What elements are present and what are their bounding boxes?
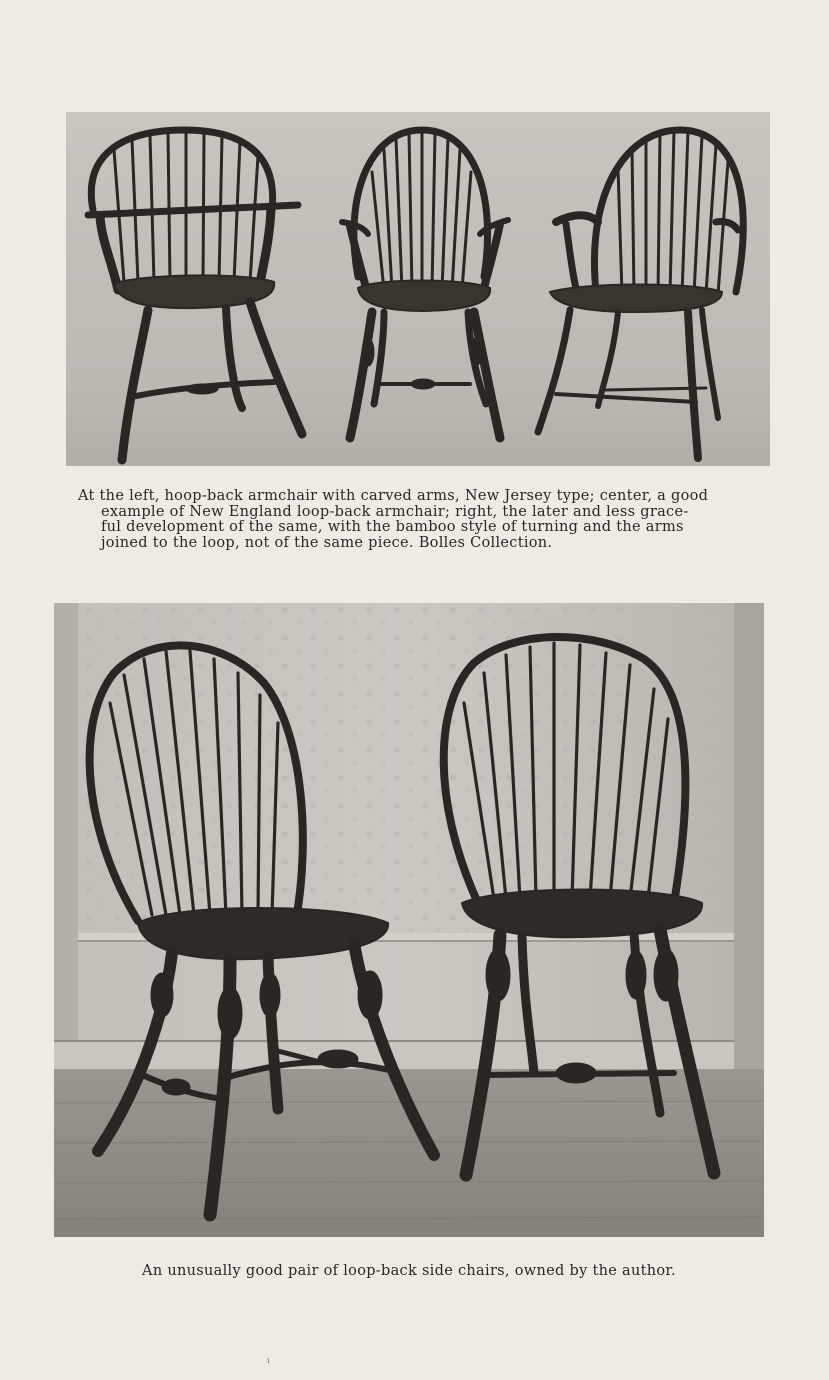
photo-three-armchairs — [66, 112, 770, 466]
page-mark: ı — [267, 1356, 270, 1365]
caption-top-line-3: ful development of the same, with the bamboo style of turning and the arms — [101, 519, 684, 535]
figure-caption-bottom: An unusually good pair of loop-back side chairs, owned by the author. — [142, 1263, 676, 1279]
figure-caption-top — [78, 489, 754, 551]
caption-top-line-2: example of New England loop-back armchair; right, the later and less grace- — [101, 503, 689, 520]
caption-top-line-1: At the left, hoop-back armchair with carved arms, New Jersey type; center, a good — [78, 488, 709, 504]
caption-top-line-4: joined to the loop, not of the same piece. Bolles Collection. — [101, 534, 553, 551]
photo-pair-side-chairs — [54, 603, 764, 1237]
